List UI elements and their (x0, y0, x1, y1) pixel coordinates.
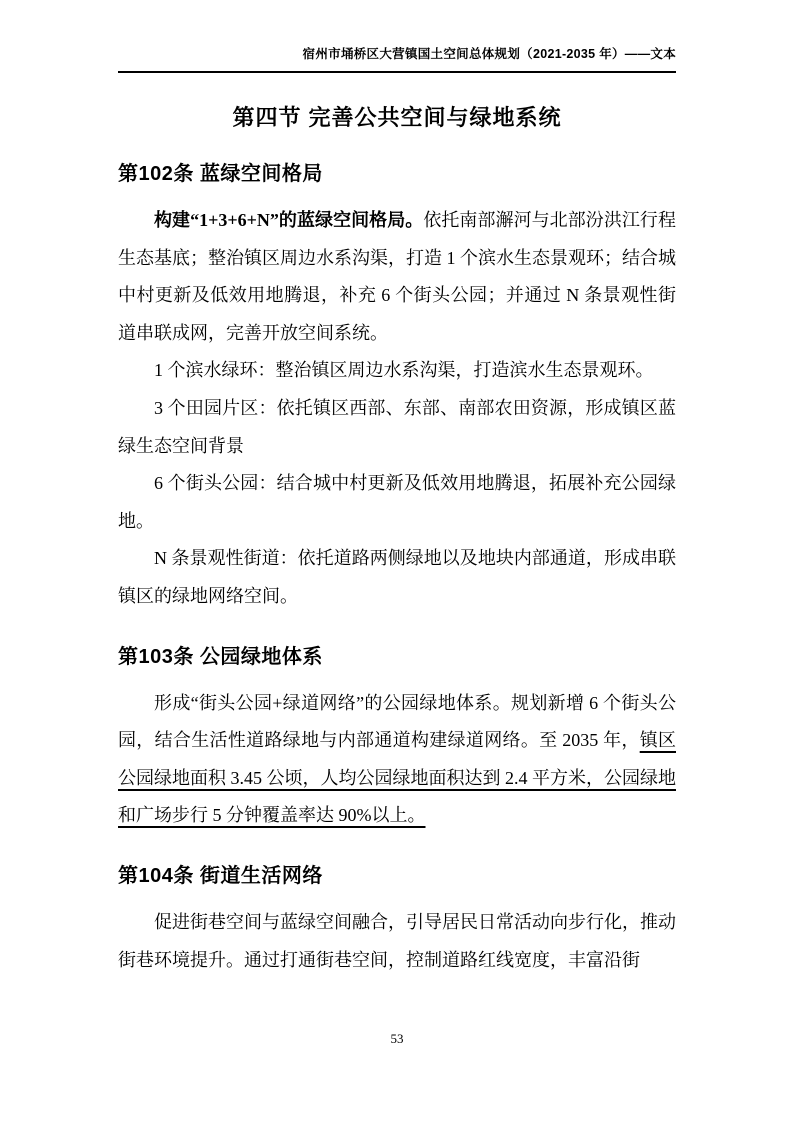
article-102-paragraph-1 (118, 202, 676, 352)
page-number: 53 (390, 1031, 404, 1046)
section-title: 第四节 完善公共空间与绿地系统 (232, 105, 562, 130)
article-104-heading: 第104条 街道生活网络 (118, 864, 323, 887)
underlined-text: 镇区公园绿地面积 3.45 公顷，人均公园绿地面积达到 2.4 平方米，公园绿地和广场步行 5 分钟覆盖率达 90%以上。 (118, 730, 676, 826)
article-104-body (118, 904, 676, 979)
article-104-paragraph-1: 促进街巷空间与蓝绿空间融合，引导居民日常活动向步行化，推动街巷环境提升。通过打通街巷空间，控制道路红线宽度，丰富沿街 (118, 911, 676, 970)
article-102-paragraph-5: N 条景观性街道：依托道路两侧绿地以及地块内部通道，形成串联镇区的绿地网络空间。 (118, 548, 676, 606)
header-title: 宿州市埇桥区大营镇国土空间总体规划（2021-2035 年）——文本 (302, 47, 676, 61)
paragraph-lead-bold: 构建“1+3+6+N”的蓝绿空间格局。 (154, 210, 424, 230)
article-102-heading: 第102条 蓝绿空间格局 (118, 163, 323, 185)
article-102-paragraph-4: 6 个街头公园：结合城中村更新及低效用地腾退，拓展补充公园绿地。 (118, 473, 676, 531)
article-102-paragraph-3: 3 个田园片区：依托镇区西部、东部、南部农田资源，形成镇区蓝绿生态空间背景 (118, 397, 676, 456)
paragraph-text: 依托南部澥河与北部汾洪江行程生态基底；整治镇区周边水系沟渠，打造 1 个滨水生态景观环；结合城中村更新及低效用地腾退，补充 6 个街头公园；并通过 N 条景观性街道串联成网，完善开放空间系统。 (118, 210, 676, 343)
article-103-body (118, 685, 676, 835)
article-103-paragraph-1 (118, 685, 676, 835)
article-103-heading: 第103条 公园绿地体系 (118, 645, 323, 668)
article-102-paragraph-2: 1 个滨水绿环：整治镇区周边水系沟渠，打造滨水生态景观环。 (154, 360, 654, 381)
paragraph-text: 形成“街头公园+绿道网络”的公园绿地体系。规划新增 6 个街头公园，结合生活性道路绿地与内部通道构建绿道网络。至 2035 年， (118, 692, 676, 751)
page-header (118, 45, 676, 73)
article-102-body (118, 202, 676, 616)
